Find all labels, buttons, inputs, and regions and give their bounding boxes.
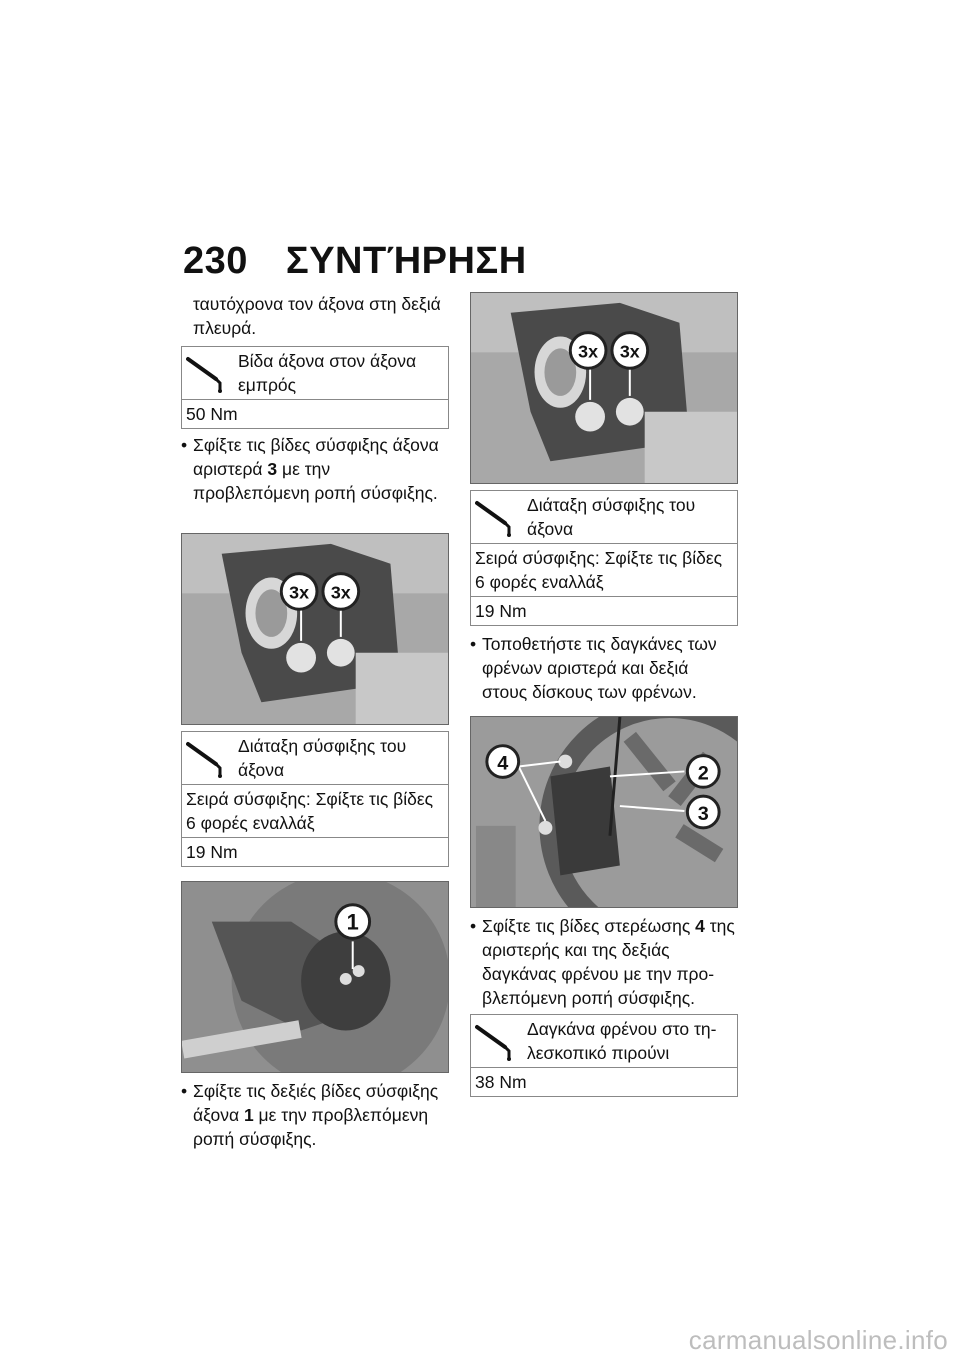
figure-label: 2	[697, 762, 709, 785]
page-number: 230	[183, 240, 248, 282]
torque-wrench-icon	[186, 738, 230, 778]
spec-value: 19 Nm	[186, 842, 238, 862]
figure-label: 3x	[619, 341, 640, 362]
spec-box-caliper-fork	[470, 1014, 738, 1097]
spec-value: 19 Nm	[475, 601, 527, 621]
spec-description: Σειρά σύσφιξης: Σφίξτε τις βίδες 6 φορές εναλλάξ	[471, 544, 737, 597]
intro-text: ταυτόχρονα τον άξονα στη δεξιά πλευρά.	[193, 294, 441, 338]
figure-label: 3	[697, 802, 709, 825]
instruction-bullet: • Τοποθετήστε τις δαγκάνες των φρένων αριστερά και δεξιά στους δίσκους των φρένων.	[470, 632, 738, 704]
watermark-text: carmanualsonline.info	[688, 1325, 948, 1355]
instruction-bullet: • Σφίξτε τις δεξιές βίδες σύσφιξης άξονα 1 με την προβλεπόμενη ροπή σύσφιξης.	[181, 1079, 449, 1151]
figure-label: 3x	[330, 582, 351, 603]
page-header	[183, 240, 527, 283]
spec-value: 50 Nm	[186, 404, 238, 424]
figure-axle-clamp-left-detail	[470, 292, 738, 484]
torque-wrench-icon	[475, 497, 519, 537]
spec-description: Σειρά σύσφιξης: Σφίξτε τις βίδες 6 φορές εναλλάξ	[182, 785, 448, 838]
spec-title: Διάταξη σύσφιξης του άξονα	[527, 495, 696, 539]
figure-label: 3x	[578, 341, 599, 362]
instruction-bullet: • Σφίξτε τις βίδες στερέωσης 4 της αριστερής και της δεξιάς δαγκάνας φρένου με την προβλεπόμενη ροπή σύσφιξης.	[470, 914, 738, 1010]
figure-label: 3x	[289, 582, 310, 603]
section-title: ΣΥΝΤΉΡΗΣΗ	[285, 240, 527, 282]
spec-value: 38 Nm	[475, 1072, 527, 1092]
spec-title: Βίδα άξονα στον άξονα εμπρός	[238, 351, 417, 395]
spec-box-clamp-sequence	[181, 731, 449, 867]
left-column	[181, 292, 449, 1151]
figure-label: 4	[497, 752, 509, 775]
spec-box-axle-bolt	[181, 346, 449, 429]
figure-axle-clamp-right	[181, 881, 449, 1073]
spec-title: Δαγκάνα φρένου στο τηλεσκοπικό πιρούνι	[527, 1019, 717, 1063]
spec-box-clamp-sequence	[470, 490, 738, 626]
figure-label: 1	[346, 909, 359, 935]
torque-wrench-icon	[186, 353, 230, 393]
instruction-bullet: • Σφίξτε τις βίδες σύσφιξης άξονα αριστερά 3 με την προβλεπόμενη ροπή σύσφιξης.	[181, 433, 449, 505]
spec-title: Διάταξη σύσφιξης του άξονα	[238, 736, 407, 780]
figure-axle-clamp-left	[181, 533, 449, 725]
right-column	[470, 292, 738, 1101]
figure-brake-caliper	[470, 716, 738, 908]
torque-wrench-icon	[475, 1021, 519, 1061]
